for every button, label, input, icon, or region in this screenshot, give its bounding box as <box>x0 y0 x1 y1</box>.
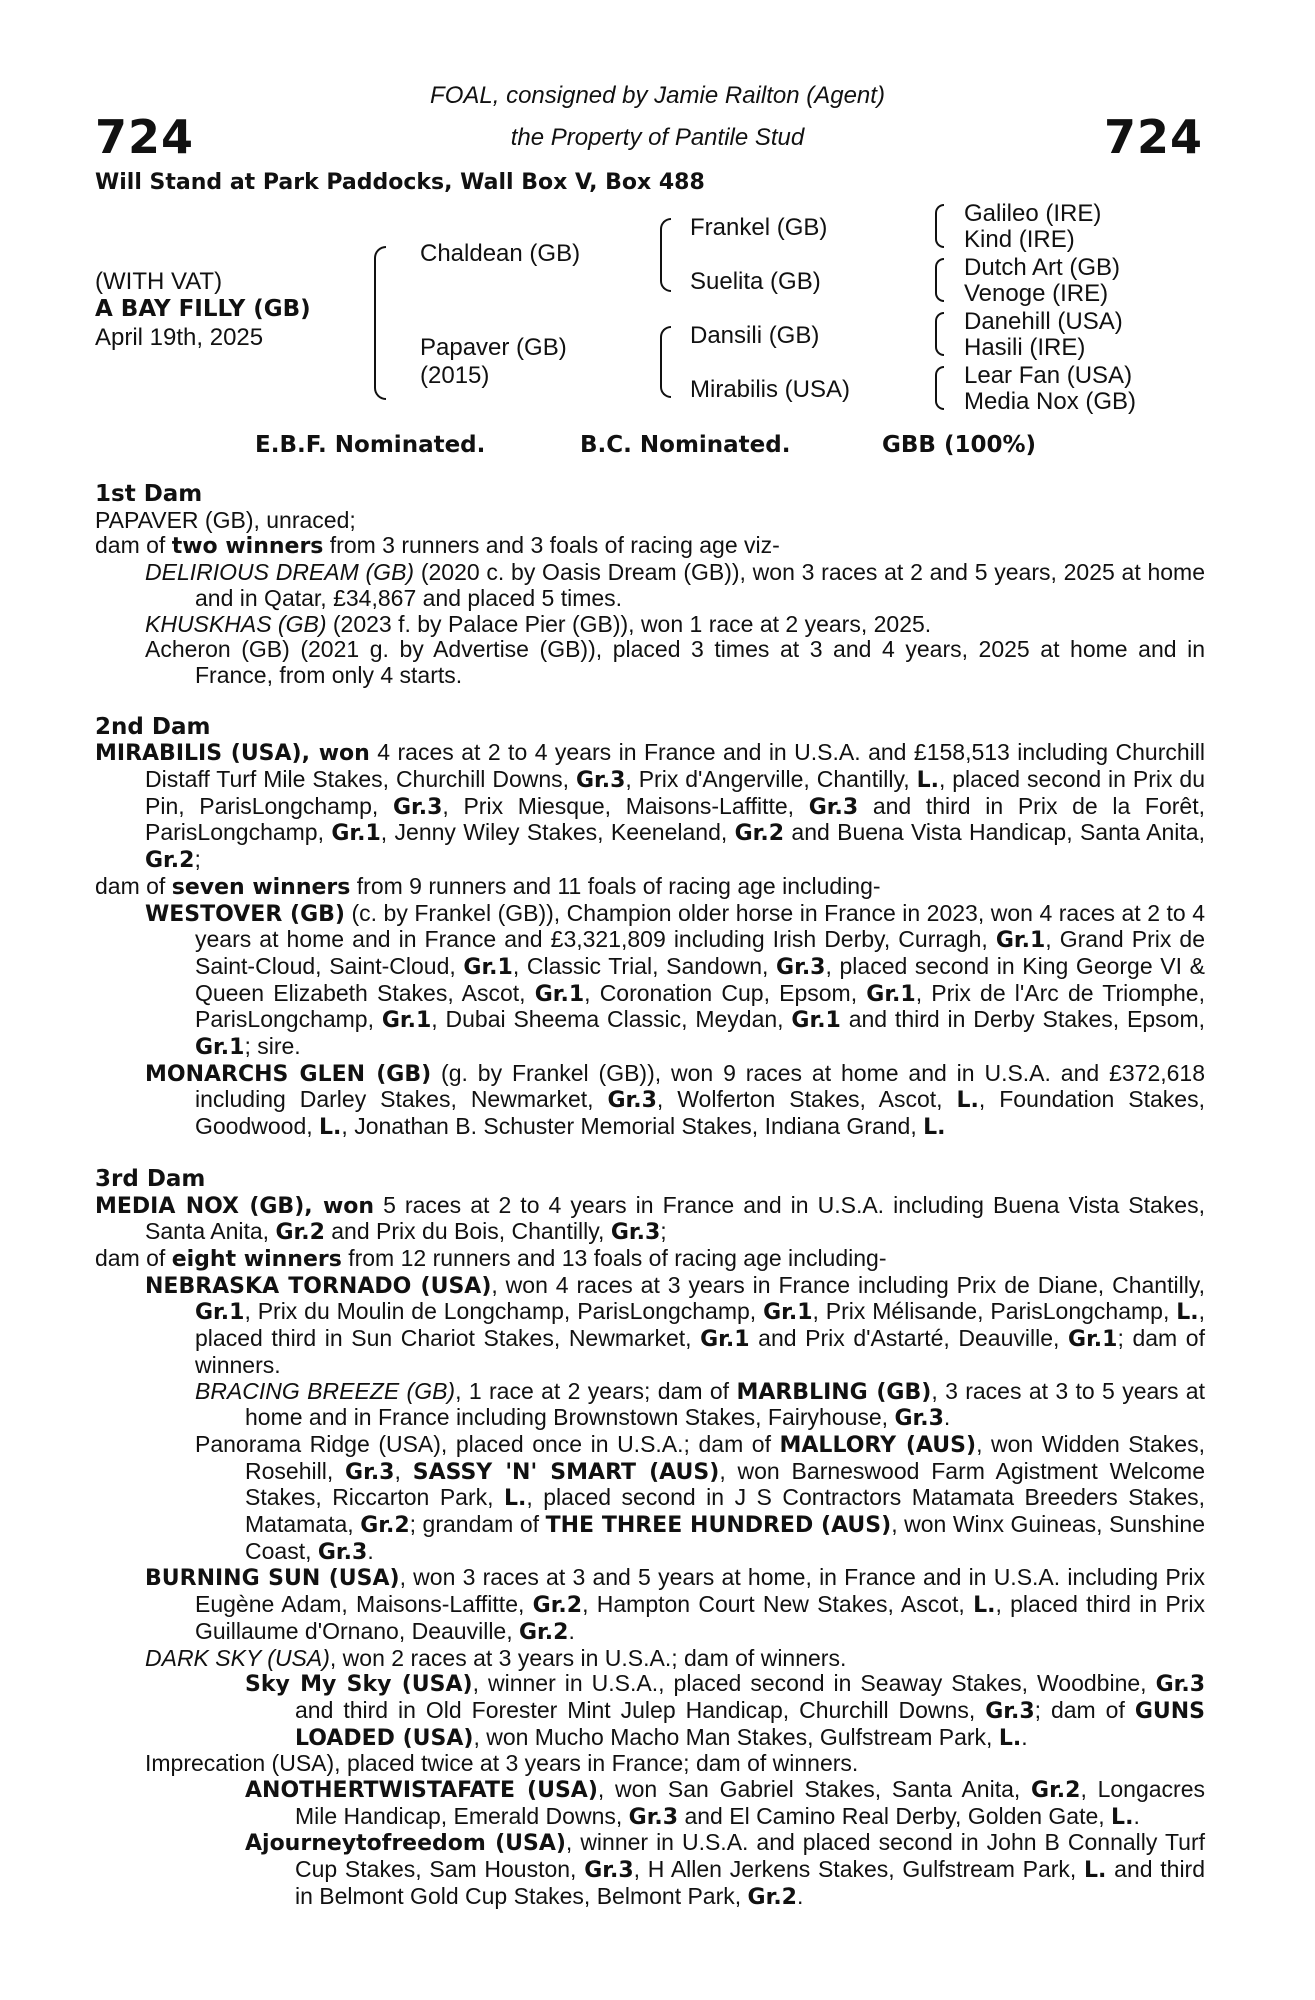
first-dam-produce: dam of two winners from 3 runners and 3 foals of racing age viz- <box>95 532 780 560</box>
gbb-percentage: GBB (100%) <box>882 432 1037 458</box>
produce-entry: MONARCHS GLEN (GB) (g. by Frankel (GB)), won 9 races at home and in U.S.A. and £372,618 including Darley Stakes, Newmarket, Gr.3, Wolferton Stakes, Ascot, L., Foundation Stakes, Goodwood, L., Jonathan B. Schuster Memorial Stakes, Indiana Grand, L. <box>145 1059 1205 1141</box>
g-brace-4 <box>935 366 944 410</box>
lot-name: A BAY FILLY (GB) <box>95 296 311 322</box>
sire-sire: Frankel (GB) <box>690 214 828 241</box>
granddam-4: Media Nox (GB) <box>964 388 1137 415</box>
produce-entry: Sky My Sky (USA), winner in U.S.A., placed second in Seaway Stakes, Woodbine, Gr.3 and third in Old Forester Mint Julep Handicap, Churchill Downs, Gr.3; dam of GUNS LOADED (USA), won Mucho Macho Man Stakes, Gulfstream Park, L.. <box>245 1670 1205 1751</box>
second-dam-produce: dam of seven winners from 9 runners and 11 foals of racing age including- <box>95 872 881 900</box>
dam-dam: Mirabilis (USA) <box>690 376 851 403</box>
g-brace-2 <box>935 258 944 302</box>
grandsire-4: Lear Fan (USA) <box>964 362 1133 389</box>
stand-location: Will Stand at Park Paddocks, Wall Box V, Box 488 <box>95 170 705 195</box>
produce-entry: Imprecation (USA), placed twice at 3 years in France; dam of winners. <box>145 1750 859 1777</box>
grandsire-2: Dutch Art (GB) <box>964 254 1121 281</box>
third-dam-heading: 3rd Dam <box>95 1165 206 1192</box>
dam-name: Papaver (GB) <box>420 334 567 361</box>
second-dam-record: MIRABILIS (USA), won 4 races at 2 to 4 years in France and in U.S.A. and £158,513 including Churchill Distaff Turf Mile Stakes, Churchill Downs, Gr.3, Prix d'Angerville, Chantilly, L., placed second in Prix du Pin, ParisLongchamp, Gr.3, Prix Miesque, Maisons-Laffitte, Gr.3 and third in Prix de la Forêt, ParisLongchamp, Gr.1, Jenny Wiley Stakes, Keeneland, Gr.2 and Buena Vista Handicap, Santa Anita, Gr.2; <box>95 739 1205 874</box>
produce-entry: ANOTHERTWISTAFATE (USA), won San Gabriel Stakes, Santa Anita, Gr.2, Longacres Mile Handicap, Emerald Downs, Gr.3 and El Camino Real Derby, Golden Gate, L.. <box>245 1776 1205 1830</box>
produce-entry: DARK SKY (USA), won 2 races at 3 years in U.S.A.; dam of winners. <box>145 1644 847 1671</box>
granddam-1: Kind (IRE) <box>964 226 1075 253</box>
g-brace-1 <box>935 204 944 248</box>
produce-entry: Panorama Ridge (USA), placed once in U.S.A.; dam of MALLORY (AUS), won Widden Stakes, Rosehill, Gr.3, SASSY 'N' SMART (AUS), won Barneswood Farm Agistment Welcome Stakes, Riccarton Park, L., placed second in J S Contractors Matamata Breeders Stakes, Matamata, Gr.2; grandam of THE THREE HUNDRED (AUS), won Winx Guineas, Sunshine Coast, Gr.3. <box>195 1430 1206 1565</box>
granddam-2: Venoge (IRE) <box>964 280 1109 307</box>
sire-dam: Suelita (GB) <box>690 268 821 295</box>
dam-year: (2015) <box>420 362 490 389</box>
dam-brace <box>660 326 671 398</box>
vat-note: (WITH VAT) <box>95 268 223 295</box>
produce-entry: DELIRIOUS DREAM (GB) (2020 c. by Oasis Dream (GB)), won 3 races at 2 and 5 years, 2025 at home and in Qatar, £34,867 and placed 5 times. <box>145 559 1205 611</box>
foaling-date: April 19th, 2025 <box>95 324 264 351</box>
dam-sire: Dansili (GB) <box>690 322 820 349</box>
first-dam-heading: 1st Dam <box>95 481 203 507</box>
second-dam-heading: 2nd Dam <box>95 713 211 740</box>
granddam-3: Hasili (IRE) <box>964 334 1086 361</box>
produce-entry: WESTOVER (GB) (c. by Frankel (GB)), Champion older horse in France in 2023, won 4 races at 2 to 4 years at home and in France and £3,321,809 including Irish Derby, Curragh, Gr.1, Grand Prix de Saint-Cloud, Saint-Cloud, Gr.1, Classic Trial, Sandown, Gr.3, placed second in King George VI & Queen Elizabeth Stakes, Ascot, Gr.1, Coronation Cup, Epsom, Gr.1, Prix de l'Arc de Triomphe, ParisLongchamp, Gr.1, Dubai Sheema Classic, Meydan, Gr.1 and third in Derby Stakes, Epsom, Gr.1; sire. <box>145 899 1206 1061</box>
produce-entry: BURNING SUN (USA), won 3 races at 3 and 5 years at home, in France and in U.S.A. including Prix Eugène Adam, Maisons-Laffitte, Gr.2, Hampton Court New Stakes, Ascot, L., placed third in Prix Guillaume d'Ornano, Deauville, Gr.2. <box>145 1564 1205 1645</box>
produce-entry: BRACING BREEZE (GB), 1 race at 2 years; dam of MARBLING (GB), 3 races at 3 to 5 years at home and in France including Brownstown Stakes, Fairyhouse, Gr.3. <box>195 1377 1205 1432</box>
catalogue-body <box>95 482 1205 1911</box>
consignor-line: FOAL, consigned by Jamie Railton (Agent) <box>430 82 885 109</box>
produce-entry: KHUSKHAS (GB) (2023 f. by Palace Pier (GB)), won 1 race at 2 years, 2025. <box>145 610 932 637</box>
produce-entry: Acheron (GB) (2021 g. by Advertise (GB)), placed 3 times at 3 and 4 years, 2025 at home and in France, from only 4 starts. <box>145 636 1205 688</box>
property-line: the Property of Pantile Stud <box>510 124 805 151</box>
sire-brace <box>660 218 671 292</box>
produce-entry: NEBRASKA TORNADO (USA), won 4 races at 3 years in France including Prix de Diane, Chantilly, Gr.1, Prix du Moulin de Longchamp, ParisLongchamp, Gr.1, Prix Mélisande, ParisLongchamp, L., placed third in Sun Chariot Stakes, Newmarket, Gr.1 and Prix d'Astarté, Deauville, Gr.1; dam of winners. <box>145 1271 1205 1378</box>
sire-dam-brace <box>374 246 386 400</box>
grandsire-3: Danehill (USA) <box>964 308 1123 335</box>
bc-nominated: B.C. Nominated. <box>580 432 791 458</box>
third-dam-produce: dam of eight winners from 12 runners and 13 foals of racing age including- <box>95 1244 887 1272</box>
third-dam-record: MEDIA NOX (GB), won 5 races at 2 to 4 years in France and in U.S.A. including Buena Vista Stakes, Santa Anita, Gr.2 and Prix du Bois, Chantilly, Gr.3; <box>95 1191 1205 1246</box>
grandsire-1: Galileo (IRE) <box>964 200 1102 227</box>
produce-entry: Ajourneytofreedom (USA), winner in U.S.A. and placed second in John B Connally Turf Cup Stakes, Sam Houston, Gr.3, H Allen Jerkens Stakes, Gulfstream Park, L. and third in Belmont Gold Cup Stakes, Belmont Park, Gr.2. <box>245 1829 1206 1910</box>
g-brace-3 <box>935 312 944 356</box>
first-dam-line: PAPAVER (GB), unraced; <box>95 506 356 533</box>
ebf-nominated: E.B.F. Nominated. <box>255 432 486 458</box>
lot-number-right: 724 <box>1103 110 1203 164</box>
sire-name: Chaldean (GB) <box>420 240 581 267</box>
lot-number-left: 724 <box>95 110 195 164</box>
